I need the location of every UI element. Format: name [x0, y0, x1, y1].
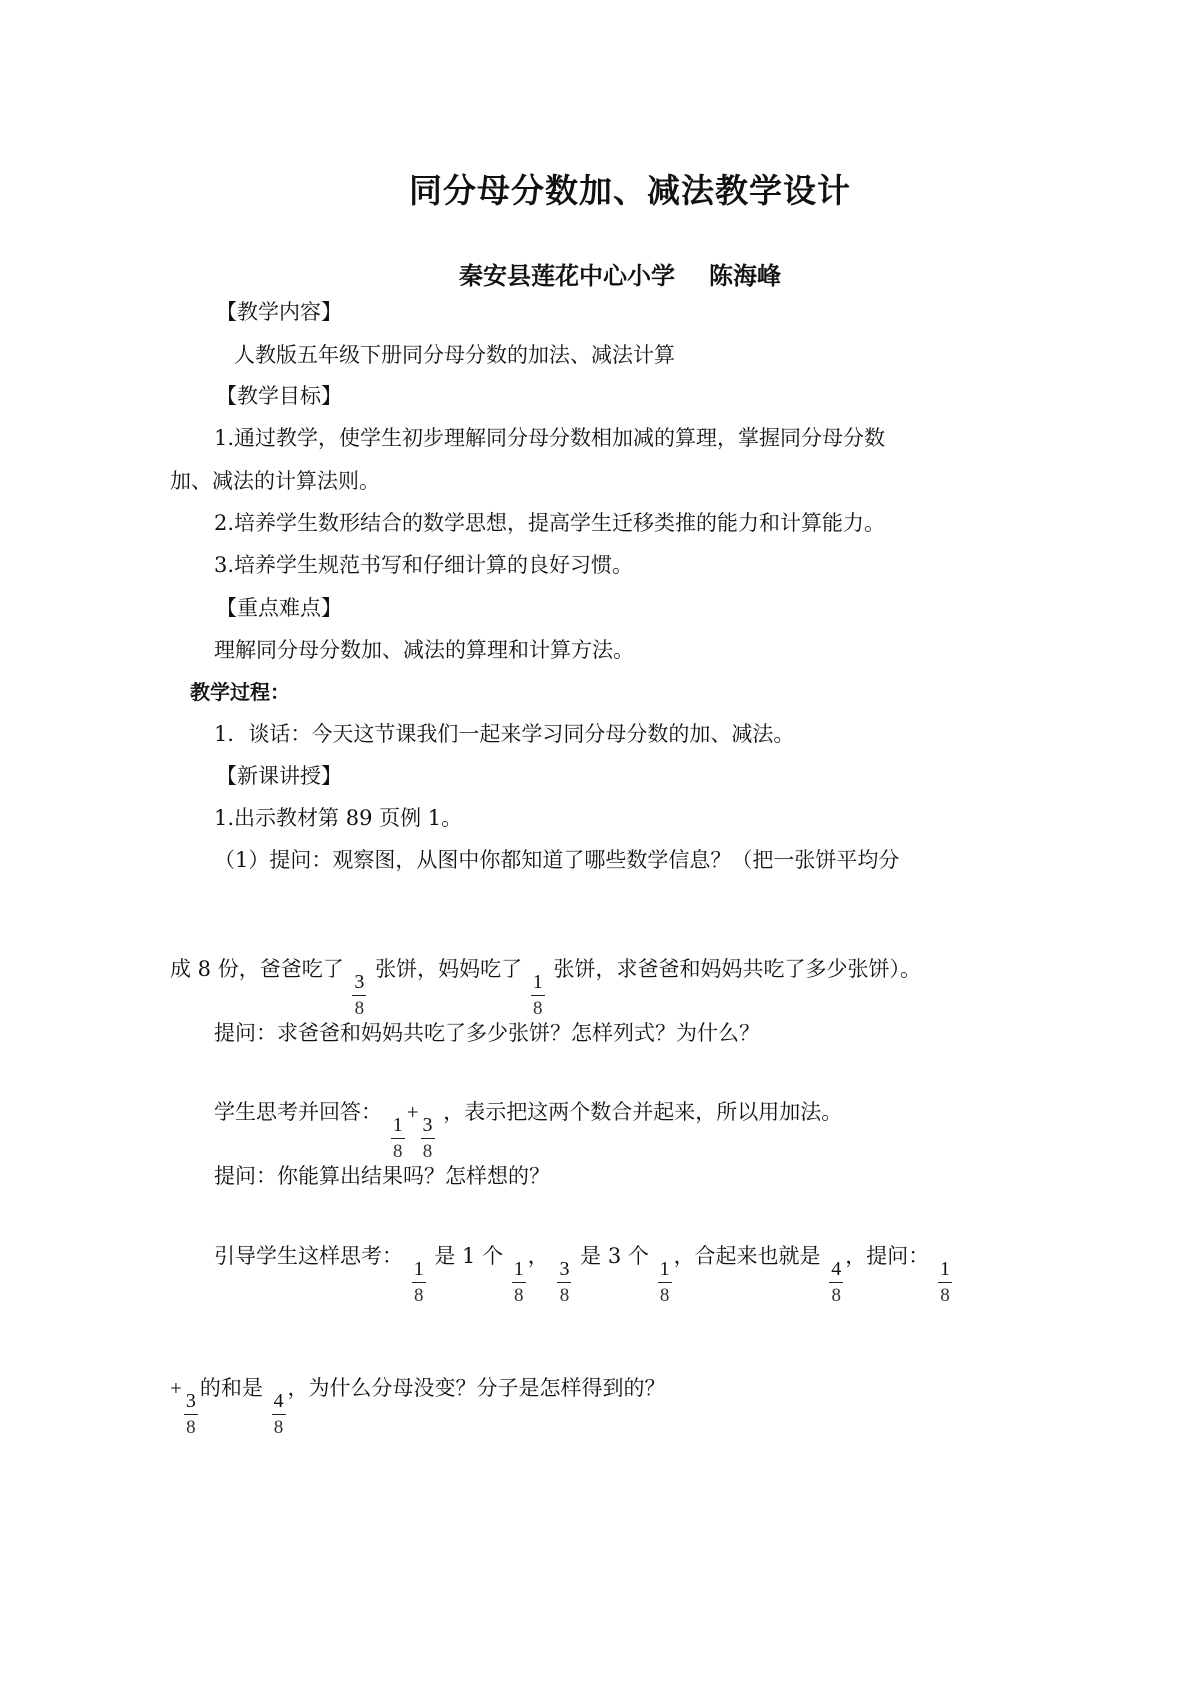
text-segment: 引导学生这样思考： [214, 1244, 403, 1268]
text-segment: 学生思考并回答： [214, 1100, 382, 1124]
content-heading: 【教学内容】 [216, 300, 342, 324]
plus-sign: + [170, 1376, 182, 1400]
author-name: 陈海峰 [709, 262, 781, 290]
fraction-three-eighths: $\frac{3}{8}$ [185, 1390, 196, 1438]
text-segment: ，为什么分母没变？分子是怎样得到的？ [287, 1376, 666, 1400]
text-segment: ，提问： [845, 1244, 930, 1268]
fraction-three-eighths: $\frac{3}{8}$ [354, 971, 365, 1019]
new-lesson-heading: 【新课讲授】 [216, 764, 342, 788]
student-answer [214, 1102, 842, 1161]
fraction-one-eighth: $\frac{1}{8}$ [939, 1258, 950, 1306]
author-line [0, 256, 1191, 291]
content-text: 人教版五年级下册同分母分数的加法、减法计算 [234, 343, 675, 367]
talk-line: 1．谈话：今天这节课我们一起来学习同分母分数的加、减法。 [214, 722, 795, 746]
goal-1-line-1: 1.通过教学，使学生初步理解同分母分数相加减的算理，掌握同分母分数 [214, 426, 886, 450]
fraction-one-eighth: $\frac{1}{8}$ [392, 1114, 403, 1162]
goal-3: 3.培养学生规范书写和仔细计算的良好习惯。 [214, 553, 634, 577]
goals-heading: 【教学目标】 [216, 384, 342, 408]
question-1-continued [170, 959, 921, 1018]
text-segment: ，表示把这两个数合并起来，所以用加法。 [443, 1100, 843, 1124]
text-segment: 成 8 份，爸爸吃了 [170, 957, 344, 981]
fraction-four-eighths: $\frac{4}{8}$ [273, 1390, 284, 1438]
goal-2: 2.培养学生数形结合的数学思想，提高学生迁移类推的能力和计算能力。 [214, 511, 886, 535]
plus-sign: + [406, 1100, 419, 1124]
fraction-one-eighth: $\frac{1}{8}$ [413, 1258, 424, 1306]
key-heading: 【重点难点】 [216, 596, 342, 620]
text-segment: ，合起来也就是 [673, 1244, 821, 1268]
goal-1-line-2: 加、减法的计算法则。 [170, 469, 380, 493]
fraction-one-eighth: $\frac{1}{8}$ [532, 971, 543, 1019]
last-line [170, 1378, 666, 1437]
text-segment: 张饼，求爸爸和妈妈共吃了多少张饼）。 [553, 957, 921, 981]
fraction-one-eighth: $\frac{1}{8}$ [513, 1258, 524, 1306]
fraction-four-eighths: $\frac{4}{8}$ [831, 1258, 842, 1306]
step-1: 1.出示教材第 89 页例 1。 [214, 806, 463, 830]
key-text: 理解同分母分数加、减法的算理和计算方法。 [214, 638, 634, 662]
text-segment: 张饼，妈妈吃了 [375, 957, 523, 981]
question-3: 提问：你能算出结果吗？怎样想的？ [214, 1164, 550, 1188]
page-title: 同分母分数加、减法教学设计 [409, 171, 851, 210]
fraction-three-eighths: $\frac{3}{8}$ [559, 1258, 570, 1306]
fraction-three-eighths: $\frac{3}{8}$ [422, 1114, 433, 1162]
text-segment: 是 1 个 [434, 1244, 504, 1268]
process-heading: 教学过程： [190, 680, 290, 704]
question-1: （1）提问：观察图，从图中你都知道了哪些数学信息？（把一张饼平均分 [214, 848, 900, 872]
author-school: 秦安县莲花中心小学 [459, 262, 675, 290]
question-2: 提问：求爸爸和妈妈共吃了多少张饼？怎样列式？为什么？ [214, 1021, 760, 1045]
text-segment: 是 3 个 [580, 1244, 649, 1268]
guide-line [214, 1246, 954, 1305]
text-segment: ， [527, 1244, 549, 1268]
fraction-one-eighth: $\frac{1}{8}$ [659, 1258, 670, 1306]
text-segment: 的和是 [199, 1376, 263, 1400]
